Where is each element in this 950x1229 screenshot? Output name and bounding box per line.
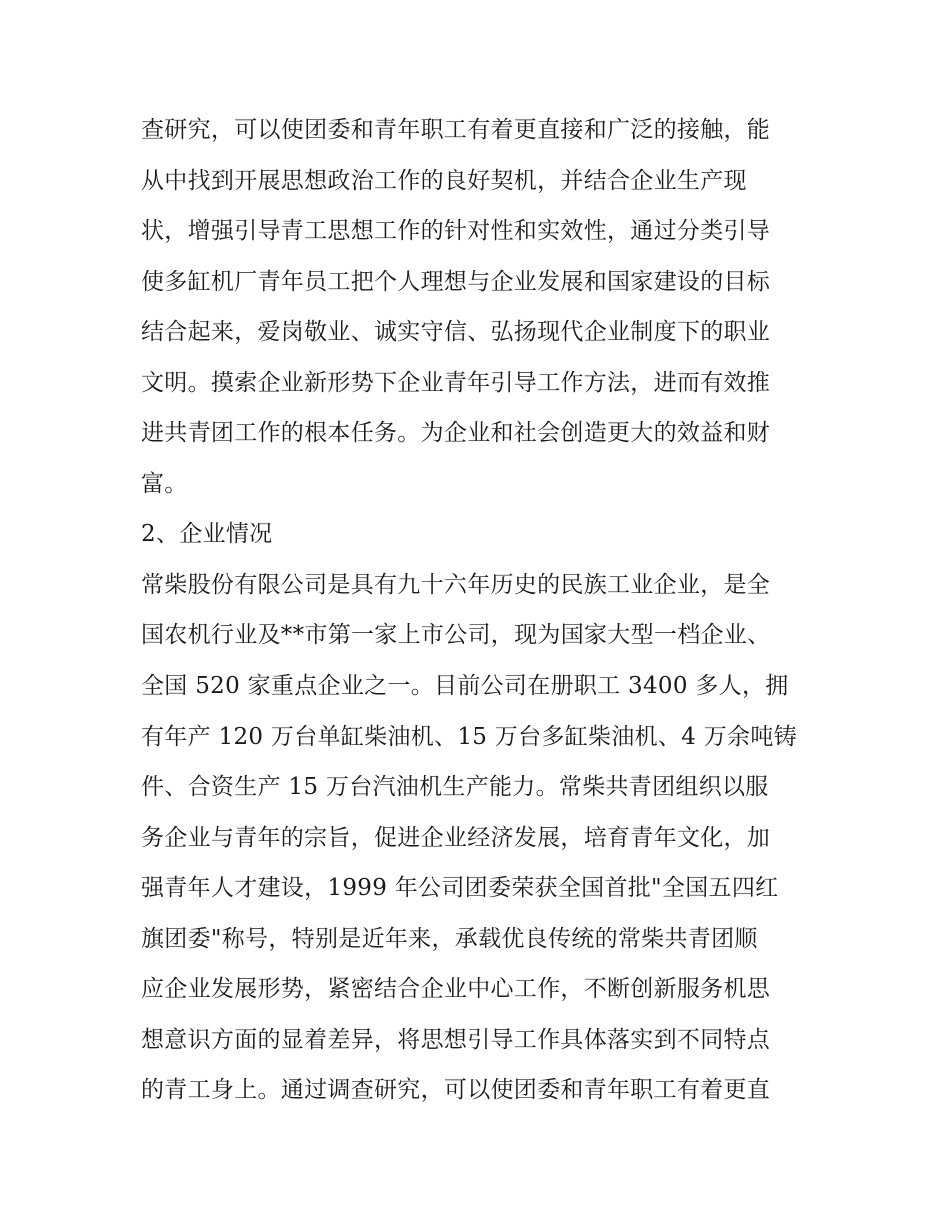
- text-line: 查研究，可以使团委和青年职工有着更直接和广泛的接触，能: [141, 117, 771, 143]
- text-line: 使多缸机厂青年员工把个人理想与企业发展和国家建设的目标: [141, 269, 771, 295]
- text-line: 强青年人才建设，1999 年公司团委荣获全国首批"全国五四红: [141, 875, 779, 901]
- text-line: 国农机行业及**市第一家上市公司，现为国家大型一档企业、: [141, 622, 771, 648]
- text-line: 从中找到开展思想政治工作的良好契机，并结合企业生产现: [141, 168, 747, 194]
- text-line: 富。: [141, 471, 188, 497]
- text-line: 常柴股份有限公司是具有九十六年历史的民族工业企业，是全: [141, 572, 771, 598]
- text-line: 结合起来，爱岗敬业、诚实守信、弘扬现代企业制度下的职业: [141, 319, 771, 345]
- text-line: 进共青团工作的根本任务。为企业和社会创造更大的效益和财: [141, 420, 771, 446]
- section-heading: 2、企业情况: [141, 521, 273, 547]
- text-line: 有年产 120 万台单缸柴油机、15 万台多缸柴油机、4 万余吨铸: [141, 724, 797, 750]
- text-line: 想意识方面的显着差异，将思想引导工作具体落实到不同特点: [141, 1027, 771, 1053]
- text-line: 应企业发展形势，紧密结合企业中心工作，不断创新服务机思: [141, 976, 771, 1002]
- text-line: 全国 520 家重点企业之一。目前公司在册职工 3400 多人，拥: [141, 673, 789, 699]
- text-line: 状，增强引导青工思想工作的针对性和实效性，通过分类引导: [141, 218, 771, 244]
- text-line: 文明。摸索企业新形势下企业青年引导工作方法，进而有效推: [141, 370, 771, 396]
- text-line: 件、合资生产 15 万台汽油机生产能力。常柴共青团组织以服: [141, 774, 769, 800]
- text-line: 务企业与青年的宗旨，促进企业经济发展，培育青年文化，加: [141, 825, 771, 851]
- text-line: 的青工身上。通过调查研究，可以使团委和青年职工有着更直: [141, 1077, 771, 1103]
- text-line: 旗团委"称号，特别是近年来，承载优良传统的常柴共青团顺: [141, 926, 758, 952]
